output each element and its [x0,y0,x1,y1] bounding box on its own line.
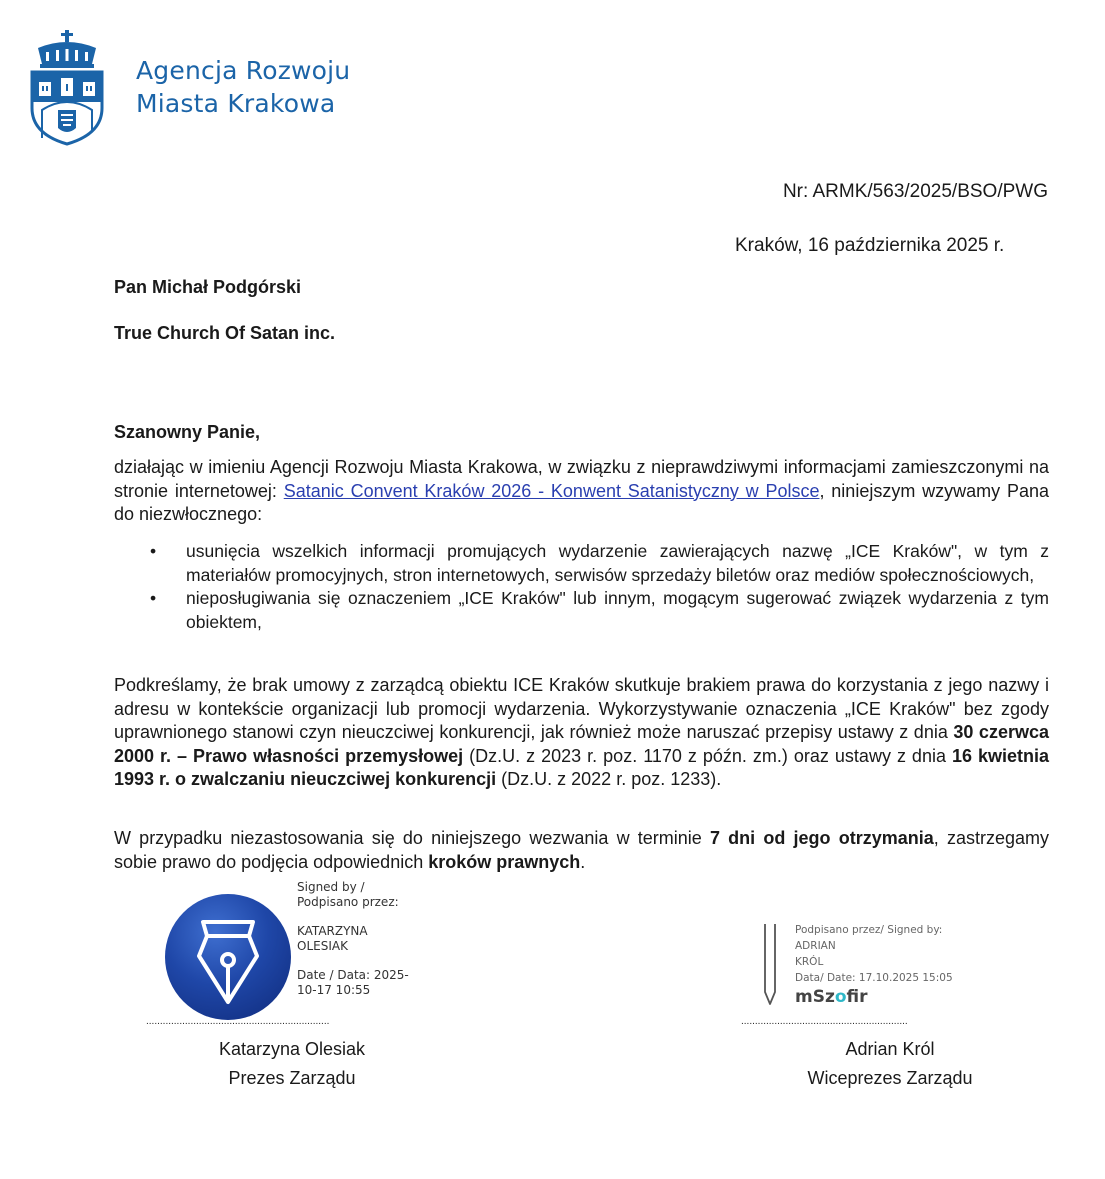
paragraph-intro [114,456,1049,527]
krakow-coat-of-arms-icon [28,28,106,146]
text-segment: Podkreślamy, że brak umowy z zarządcą obiektu ICE Kraków skutkuje brakiem prawa do korzystania z jego nazwy i adresu w kontekście organizacji lub promocji wydarzenia. Wykorzystywanie oznaczenia „ICE Kraków" bez zgody uprawnionego stanowi czyn nieuczciwej konkurencji, jak również może naruszać przepisy ustawy z dnia [114,675,1049,742]
organization-name-line1: Agencja Rozwoju [136,56,351,85]
signature-date: Date / Data: 2025- [297,968,409,982]
fountain-pen-nib-icon [165,894,291,1020]
signed-by-label: Podpisano przez/ Signed by: [795,924,943,936]
signer-name: Katarzyna Olesiak [218,1039,366,1059]
list-item-text: usunięcia wszelkich informacji promujących wydarzenie zawierających nazwę „ICE Kraków", w tym z materiałów promocyjnych, stron internetowych, serwisów sprzedaży biletów oraz mediów społecznościowych, [186,541,1049,585]
text-segment: W przypadku niezastosowania się do niniejszego wezwania w terminie [114,828,710,848]
signer-title: Prezes Zarządu [228,1068,356,1088]
place-and-date: Kraków, 16 października 2025 r. [735,235,1005,256]
website-link[interactable]: Satanic Convent Kraków 2026 - Konwent Satanistyczny w Polsce [283,480,820,501]
signer-last-name: KRÓL [795,956,824,968]
recipient-name: Pan Michał Podgórski [114,277,302,297]
organization-name-line2: Miasta Krakowa [136,89,336,118]
electronic-signature-left [165,880,435,1015]
text-segment: , zastrzegamy sobie prawo do podjęcia odpowiednich [114,828,1049,872]
electronic-signature-right [760,918,1000,1013]
signer-first-name: ADRIAN [795,940,836,952]
paragraph-intro-text: działając w imieniu Agencji Rozwoju Miasta Krakowa, w związku z nieprawdziwymi informacjami zamieszczonymi na stronie internetowej: [114,457,1049,501]
paragraph-intro-tail: , niniejszym wzywamy Pana do niezwłocznego: [114,480,1049,524]
paragraph-deadline [114,827,1049,874]
text-segment: (Dz.U. z 2022 r. poz. 1233). [496,769,722,789]
signed-by-label: Signed by / [297,880,365,894]
signer-first-name: KATARZYNA [297,924,368,938]
signer-title: Wiceprezes Zarządu [807,1068,973,1088]
salutation: Szanowny Panie, [114,422,261,442]
deadline: 7 dni od jego otrzymania [709,828,934,848]
organization-logo [28,28,350,146]
demands-list [114,540,1049,634]
signer-block-left [192,1035,392,1093]
signer-name: Adrian Król [845,1039,935,1059]
text-segment: (Dz.U. z 2023 r. poz. 1170 z późn. zm.) oraz ustawy z dnia [463,745,952,766]
list-item-text: nieposługiwania się oznaczeniem „ICE Kraków" lub innym, mogącym sugerować związek wydarzenia z tym obiektem, [186,588,1049,632]
signature-line-left: .................................................................. [146,1016,330,1027]
signer-block-right [790,1035,990,1093]
signature-details [297,880,409,998]
signer-last-name: OLESIAK [297,939,348,953]
list-item [114,540,1049,587]
legal-action: kroków prawnych [428,851,581,872]
signature-date: Data/ Date: 17.10.2025 15:05 [795,972,953,984]
paragraph-legal-basis [114,674,1049,792]
bullet-icon: • [150,541,157,561]
signature-time: 10-17 10:55 [297,983,371,997]
law-reference-industrial-property: 30 czerwca 2000 r. – Prawo własności przemysłowej [114,722,1049,766]
bullet-icon: • [150,588,157,608]
recipient-organization: True Church Of Satan inc. [114,323,336,343]
organization-name [136,54,350,120]
signature-details [795,922,953,1008]
mszafir-pen-icon [762,922,778,1006]
list-item [114,587,1049,634]
reference-number: Nr: ARMK/563/2025/BSO/PWG [782,181,1048,202]
text-segment: . [580,851,586,872]
signature-line-right: ............................................................ [741,1016,908,1027]
mszafir-logo: mSzofir [795,987,868,1007]
signed-by-label-pl: Podpisano przez: [297,895,399,909]
law-reference-unfair-competition: 16 kwietnia 1993 r. o zwalczaniu nieuczciwej konkurencji [114,745,1050,789]
